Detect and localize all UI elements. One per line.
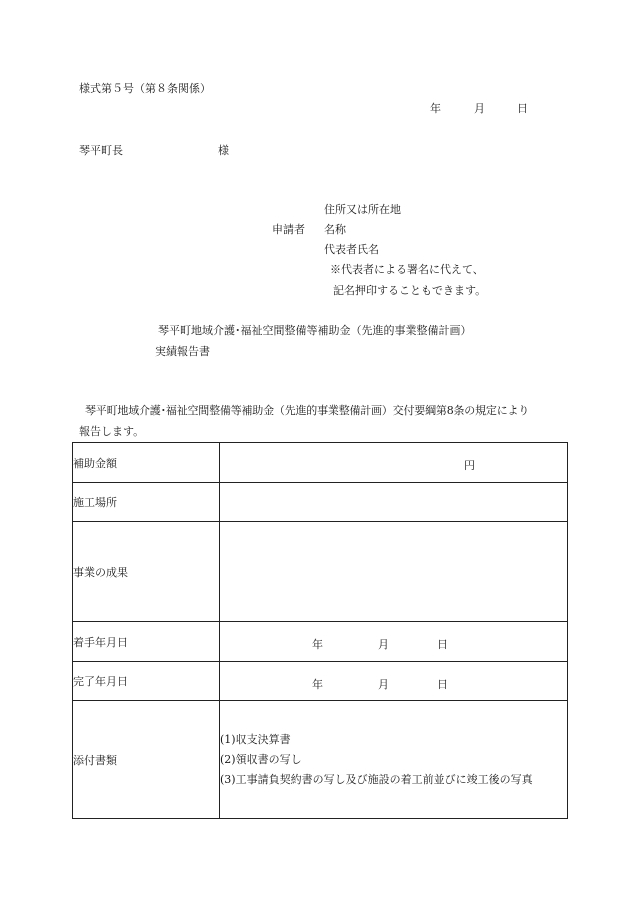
attachment-item: (1)収支決算書 [220, 732, 291, 746]
project-results-field[interactable] [220, 522, 568, 622]
applicant-name-label: 名称 [324, 223, 346, 236]
start-date-label: 着手年月日 [73, 622, 220, 662]
body-text-line1: 琴平町地域介護･福祉空間整備等補助金（先進的事業整備計画）交付要綱第8条の規定により [85, 404, 530, 417]
body-text-line2: 報告します。 [79, 425, 145, 438]
construction-site-label: 施工場所 [73, 483, 220, 522]
addressee-honorific: 様 [218, 144, 229, 157]
attachments-label: 添付書類 [73, 701, 220, 819]
table-row [73, 622, 568, 662]
start-day: 日 [437, 638, 448, 651]
addressee-name: 琴平町長 [79, 144, 123, 157]
subsidy-amount-label: 補助金額 [73, 443, 220, 483]
date-year: 年 [430, 102, 441, 115]
table-row [73, 443, 568, 483]
attachments-list [220, 701, 568, 819]
construction-site-field[interactable] [220, 483, 568, 522]
end-day: 日 [437, 678, 448, 691]
amount-unit: 円 [464, 459, 475, 472]
completion-date-label: 完了年月日 [73, 662, 220, 701]
subsidy-amount-field[interactable] [220, 443, 568, 483]
attachment-item: (2)領収書の写し [220, 752, 302, 766]
table-row [73, 483, 568, 522]
date-month: 月 [474, 102, 485, 115]
signature-note-line2: 記名押印することもできます。 [333, 284, 487, 297]
start-month: 月 [378, 638, 389, 651]
form-number: 様式第５号（第８条関係） [79, 82, 211, 95]
applicant-role-label: 申請者 [272, 223, 305, 236]
start-date-field[interactable] [220, 622, 568, 662]
report-table [72, 442, 568, 819]
document-title-line1: 琴平町地域介護･福祉空間整備等補助金（先進的事業整備計画） [158, 324, 472, 337]
end-month: 月 [378, 678, 389, 691]
table-row [73, 701, 568, 819]
attachment-item: (3)工事請負契約書の写し及び施設の着工前並びに竣工後の写真 [220, 772, 533, 786]
table-row [73, 522, 568, 622]
document-title-line2: 実績報告書 [155, 345, 210, 358]
address-label: 住所又は所在地 [324, 203, 401, 216]
date-day: 日 [517, 102, 528, 115]
project-results-label: 事業の成果 [73, 522, 220, 622]
completion-date-field[interactable] [220, 662, 568, 701]
table-row [73, 662, 568, 701]
signature-note-line1: ※代表者による署名に代えて、 [330, 263, 484, 276]
start-year: 年 [312, 638, 323, 651]
representative-label: 代表者氏名 [324, 243, 379, 256]
end-year: 年 [312, 678, 323, 691]
